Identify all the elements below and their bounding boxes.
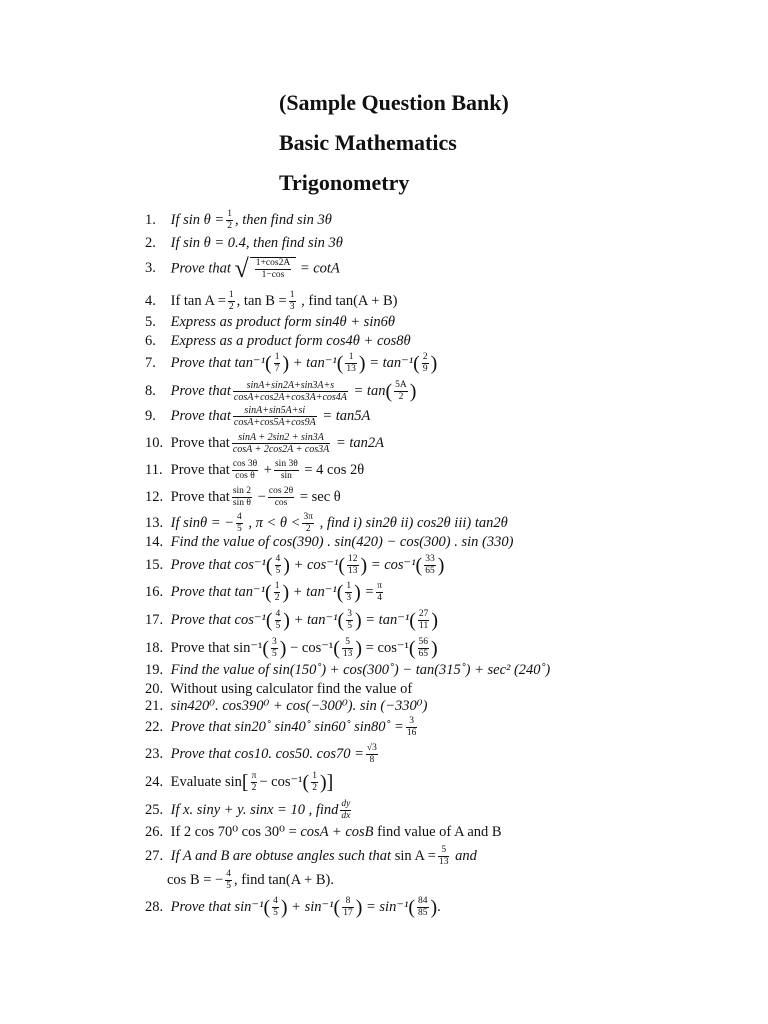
question-8: 8. Prove that $\frac{\sin A+\sin 2A+\sin 3A+s}{\cos A+\cos 2A+\cos 3A+\cos 4A}$ = tan( $\frac{5A}{2}$ ) (145, 380, 417, 403)
question-21: 21. sin420⁰. cos390⁰ + cos(−300⁰). sin (−330⁰) (145, 698, 428, 714)
question-26: 26. If 2 cos 70⁰ cos 30⁰ = cosA + cosB find value of A and B (145, 824, 502, 840)
question-6: 6. Express as a product form cos4θ + cos8θ (145, 333, 411, 349)
question-18: 18. Prove that sin⁻¹( $\frac{3}{5}$ ) − cos⁻¹( $\frac{5}{13}$ ) = cos⁻¹( $\frac{56}{65}$ ) (145, 637, 438, 660)
sample-question-bank-heading: (Sample Question Bank) (279, 90, 509, 115)
question-23: 23. Prove that cos10. cos50. cos70 = $\frac{√3}{8}$ (145, 743, 377, 765)
question-9: 9. Prove that $\frac{\sin A+\sin 5A+si}{\cos A+\cos 5A+\cos 9A}$ = tan5A (145, 405, 371, 428)
question-16: 16. Prove that tan⁻¹( $\frac{1}{2}$ ) + tan⁻¹( $\frac{1}{3}$ ) = $\frac{\pi}{4}$ (145, 581, 383, 604)
question-20: 20. Without using calculator find the value of (145, 681, 413, 697)
question-11: 11. Prove that $\frac{\cos 3\theta}{\text{cos θ}}$ + $\frac{\sin 3\theta}{\sin}$ = 4 cos 2θ (145, 459, 365, 481)
question-5: 5. Express as product form sin4θ + sin6θ (145, 314, 395, 330)
question-4: 4. If tan A = $\frac{1}{2}$ , tan B = $\frac{1}{3}$ , find tan(A + B) (145, 290, 398, 312)
question-22: 22. Prove that sin20˚ sin40˚ sin60˚ sin80˚ = $\frac{3}{16}$ (145, 716, 417, 738)
question-12: 12. Prove that $\frac{\sin 2}{\text{sin θ}}$ − $\frac{\cos 2\theta}{\cos}$ = sec θ (145, 486, 341, 508)
question-24: 24. Evaluate sin[ $\frac{\pi}{2}$ − cos⁻¹( $\frac{1}{2}$ )] (145, 771, 334, 794)
question-13: 13. If sinθ = − $\frac{4}{5}$ , π < θ < $\frac{3\pi}{2}$ , find i) sin2θ ii) cos2θ iii) tan2θ (145, 512, 508, 534)
question-28: 28. Prove that sin⁻¹( $\frac{4}{5}$ ) + sin⁻¹( $\frac{8}{17}$ ) = sin⁻¹( $\frac{84}{85}$ ). (145, 896, 441, 919)
question-2: 2. If sin θ = 0.4, then find sin 3θ (145, 235, 343, 251)
topic-heading: Trigonometry (279, 170, 410, 195)
question-27-continuation: cos B = − $\frac{4}{5}$ , find tan(A + B). (167, 869, 334, 891)
question-7: 7. Prove that tan⁻¹( $\frac{1}{7}$ ) + tan⁻¹( $\frac{1}{13}$ ) = tan⁻¹( $\frac{2}{9}$ ) (145, 352, 438, 375)
question-15: 15. Prove that cos⁻¹( $\frac{4}{5}$ ) + cos⁻¹( $\frac{12}{13}$ ) = cos⁻¹( $\frac{33}{65}$ ) (145, 554, 445, 577)
question-17: 17. Prove that cos⁻¹( $\frac{4}{5}$ ) + tan⁻¹( $\frac{3}{5}$ ) = tan⁻¹( $\frac{27}{11}$ ) (145, 609, 439, 632)
subject-heading: Basic Mathematics (279, 130, 457, 155)
question-25: 25. If x. siny + y. sinx = 10 , find $\frac{dy}{dx}$ (145, 799, 351, 821)
question-14: 14. Find the value of cos(390) . sin(420) − cos(300) . sin (330) (145, 534, 514, 550)
question-27: 27. If A and B are obtuse angles such that sin A = $\frac{5}{13}$ and (145, 845, 477, 867)
question-1: 1. If sin θ = $\frac{1}{2}$ , then find sin 3θ (145, 209, 332, 231)
question-10: 10. Prove that $\frac{\sin A + 2\sin 2 + \sin 3A}{\cos A + 2\cos 2A + \cos 3A}$ = tan2A (145, 432, 384, 455)
question-19: 19. Find the value of sin(150˚) + cos(300˚) − tan(315˚) + sec² (240˚) (145, 662, 551, 678)
question-3: 3. Prove that √ $\frac{1+\cos 2A}{1-\cos}$ = cotA (145, 254, 340, 283)
